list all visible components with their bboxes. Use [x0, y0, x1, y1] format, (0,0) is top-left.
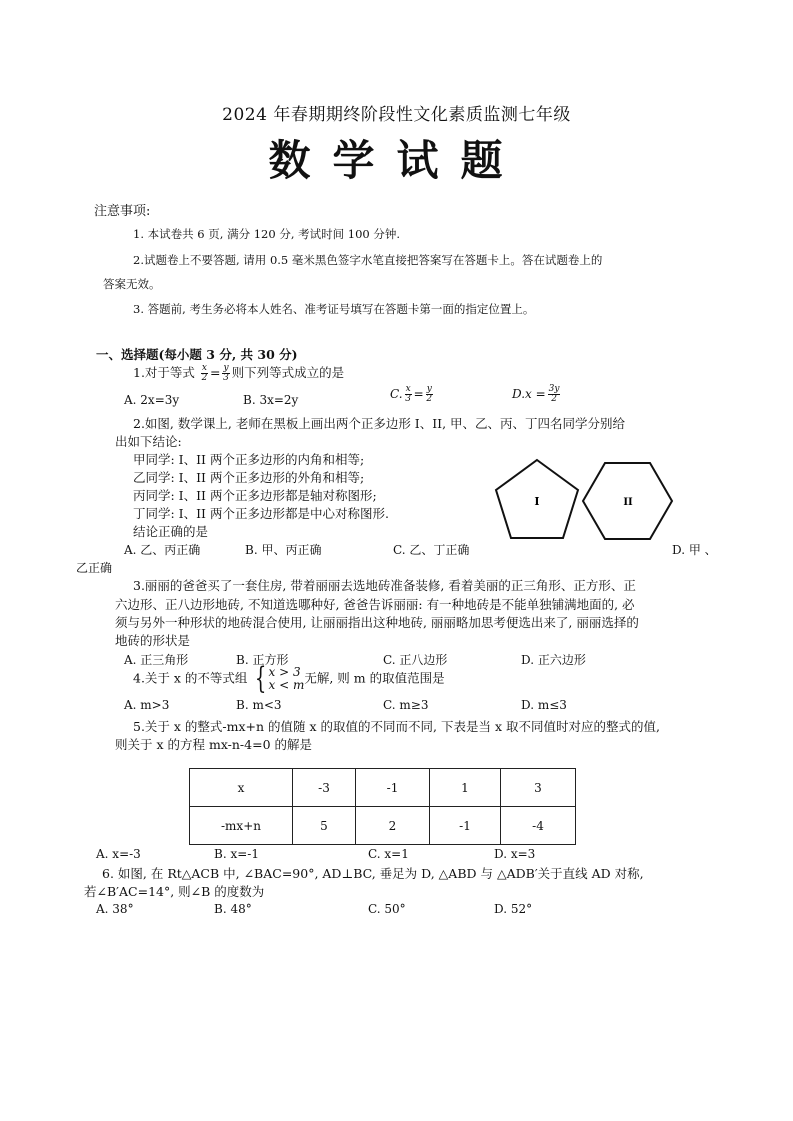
table-cell: x — [190, 769, 293, 807]
q6-option-d: D. 52° — [494, 902, 533, 916]
q4-system-line2: x < m — [268, 678, 305, 692]
q3-option-b: B. 正方形 — [236, 653, 289, 667]
q1-option-a: A. 2x=3y — [124, 393, 180, 407]
q3-option-a: A. 正三角形 — [124, 653, 189, 667]
q4-system — [269, 666, 305, 692]
q3-line3: 须与另外一种形状的地砖混合使用, 让丽丽指出这种地砖, 丽丽略加思考便选出来了, 丽丽选择的 — [115, 615, 639, 630]
q1-frac-a-den: 2 — [201, 373, 208, 383]
q5-option-a: A. x=-3 — [96, 847, 141, 861]
exam-subtitle: 2024 年春期期终阶段性文化素质监测七年级 — [222, 105, 571, 125]
q4-system-line1: x > 3 — [268, 665, 301, 679]
q1-option-d — [512, 385, 562, 404]
q1-option-c-label: C. — [390, 387, 403, 401]
q3-line2: 六边形、正八边形地砖, 不知道选哪种好, 爸爸告诉丽丽: 有一种地砖是不能单独铺满地面的, 必 — [115, 597, 635, 612]
table-cell: 3 — [501, 769, 576, 807]
q5-value-table — [189, 768, 576, 845]
table-cell: -3 — [293, 769, 356, 807]
table-cell: 1 — [430, 769, 501, 807]
q2-conclusion-ding: 丁同学: I、II 两个正多边形都是中心对称图形. — [133, 506, 389, 521]
q1-option-c — [390, 385, 435, 404]
q2-option-c: C. 乙、丁正确 — [393, 543, 470, 557]
q3-option-c: C. 正八边形 — [383, 653, 448, 667]
q2-option-d-wrap: 乙正确 — [76, 561, 113, 575]
q1-option-d-label: D.x = — [512, 387, 546, 401]
q1-stem-suffix: 则下列等式成立的是 — [231, 365, 345, 380]
note-item-3: 3. 答题前, 考生务必将本人姓名、准考证号填写在答题卡第一面的指定位置上。 — [133, 302, 535, 316]
q1-opt-c-frac1-den: 3 — [405, 394, 411, 404]
q1-opt-d-den: 2 — [551, 394, 557, 404]
q3-option-d: D. 正六边形 — [521, 653, 586, 667]
q4-stem-prefix: 4.关于 x 的不等式组 — [133, 670, 248, 686]
table-cell: 2 — [356, 807, 430, 845]
section-heading: 一、选择题(每小题 3 分, 共 30 分) — [96, 347, 298, 362]
q3-line1: 3.丽丽的爸爸买了一套住房, 带着丽丽去选地砖准备装修, 看着美丽的正三角形、正方形、正 — [133, 578, 636, 593]
q1-stem — [133, 363, 344, 383]
q1-opt-d-num: 3y — [548, 384, 560, 394]
table-cell: -mx+n — [190, 807, 293, 845]
q1-opt-c-frac1 — [405, 385, 412, 404]
q1-frac-a — [201, 364, 208, 383]
q4-option-c: C. m≥3 — [383, 698, 429, 712]
q5-option-b: B. x=-1 — [214, 847, 259, 861]
hexagon-label: II — [623, 497, 633, 508]
q4-brace: { — [255, 661, 267, 696]
table-cell: -4 — [501, 807, 576, 845]
q1-opt-c-eq: = — [413, 387, 424, 401]
q5-line1: 5.关于 x 的整式-mx+n 的值随 x 的取值的不同而不同, 下表是当 x 取不同值时对应的整式的值, — [133, 719, 660, 734]
q2-question: 结论正确的是 — [133, 524, 209, 539]
q4-option-d: D. m≤3 — [521, 698, 567, 712]
q1-frac-b — [222, 364, 229, 383]
q4-option-a: A. m>3 — [124, 698, 170, 712]
q2-conclusion-bing: 丙同学: I、II 两个正多边形都是轴对称图形; — [133, 488, 377, 503]
q1-opt-c-frac2 — [426, 385, 433, 404]
q2-stem-line1: 2.如图, 数学课上, 老师在黑板上画出两个正多边形 I、II, 甲、乙、丙、丁四名同学分别给 — [133, 416, 626, 431]
q2-option-a: A. 乙、丙正确 — [124, 543, 201, 557]
q1-opt-d-frac — [548, 385, 561, 404]
q1-opt-c-frac2-den: 2 — [426, 394, 433, 404]
q2-polygons-figure — [490, 455, 680, 545]
q2-option-d: D. 甲 、 — [672, 543, 717, 557]
q5-option-d: D. x=3 — [494, 847, 536, 861]
q3-line4: 地砖的形状是 — [115, 633, 191, 648]
q1-frac-a-num: x — [201, 363, 207, 373]
q1-opt-c-frac1-num: x — [405, 384, 411, 394]
q1-opt-c-frac2-num: y — [426, 384, 432, 394]
q1-frac-b-num: y — [223, 363, 229, 373]
note-item-1: 1. 本试卷共 6 页, 满分 120 分, 考试时间 100 分钟. — [133, 227, 401, 241]
q5-option-c: C. x=1 — [368, 847, 409, 861]
q2-conclusion-jia: 甲同学: I、II 两个正多边形的内角和相等; — [133, 452, 365, 467]
q6-option-b: B. 48° — [214, 902, 252, 916]
q6-option-c: C. 50° — [368, 902, 406, 916]
exam-title: 数学试题 — [268, 136, 525, 185]
q4-option-b: B. m<3 — [236, 698, 282, 712]
q2-conclusion-yi: 乙同学: I、II 两个正多边形的外角和相等; — [133, 470, 365, 485]
note-item-2-wrap: 答案无效。 — [103, 277, 161, 291]
table-cell: 5 — [293, 807, 356, 845]
pentagon-label: I — [534, 495, 540, 508]
q1-option-b: B. 3x=2y — [243, 393, 299, 407]
q1-stem-prefix: 1.对于等式 — [133, 365, 195, 380]
q1-frac-b-den: 3 — [223, 373, 229, 383]
q4-stem-suffix: 无解, 则 m 的取值范围是 — [304, 670, 445, 686]
q6-line1: 6. 如图, 在 Rt△ACB 中, ∠BAC=90°, AD⊥BC, 垂足为 D, △ABD 与 △ADB′关于直线 AD 对称, — [102, 866, 644, 881]
note-item-2: 2.试题卷上不要答题, 请用 0.5 毫米黑色签字水笔直接把答案写在答题卡上。答在试题卷上的 — [133, 253, 603, 267]
q5-line2: 则关于 x 的方程 mx-n-4=0 的解是 — [115, 737, 313, 752]
table-cell: -1 — [356, 769, 430, 807]
table-row — [190, 769, 576, 807]
notes-heading: 注意事项: — [94, 204, 151, 219]
q6-option-a: A. 38° — [96, 902, 134, 916]
table-cell: -1 — [430, 807, 501, 845]
q6-line2: 若∠B′AC=14°, 则∠B 的度数为 — [84, 884, 265, 899]
q4-stem — [133, 661, 445, 696]
q2-stem-line2: 出如下结论: — [115, 434, 182, 449]
q2-option-b: B. 甲、丙正确 — [245, 543, 322, 557]
q1-eq: = — [210, 365, 221, 380]
table-row — [190, 807, 576, 845]
